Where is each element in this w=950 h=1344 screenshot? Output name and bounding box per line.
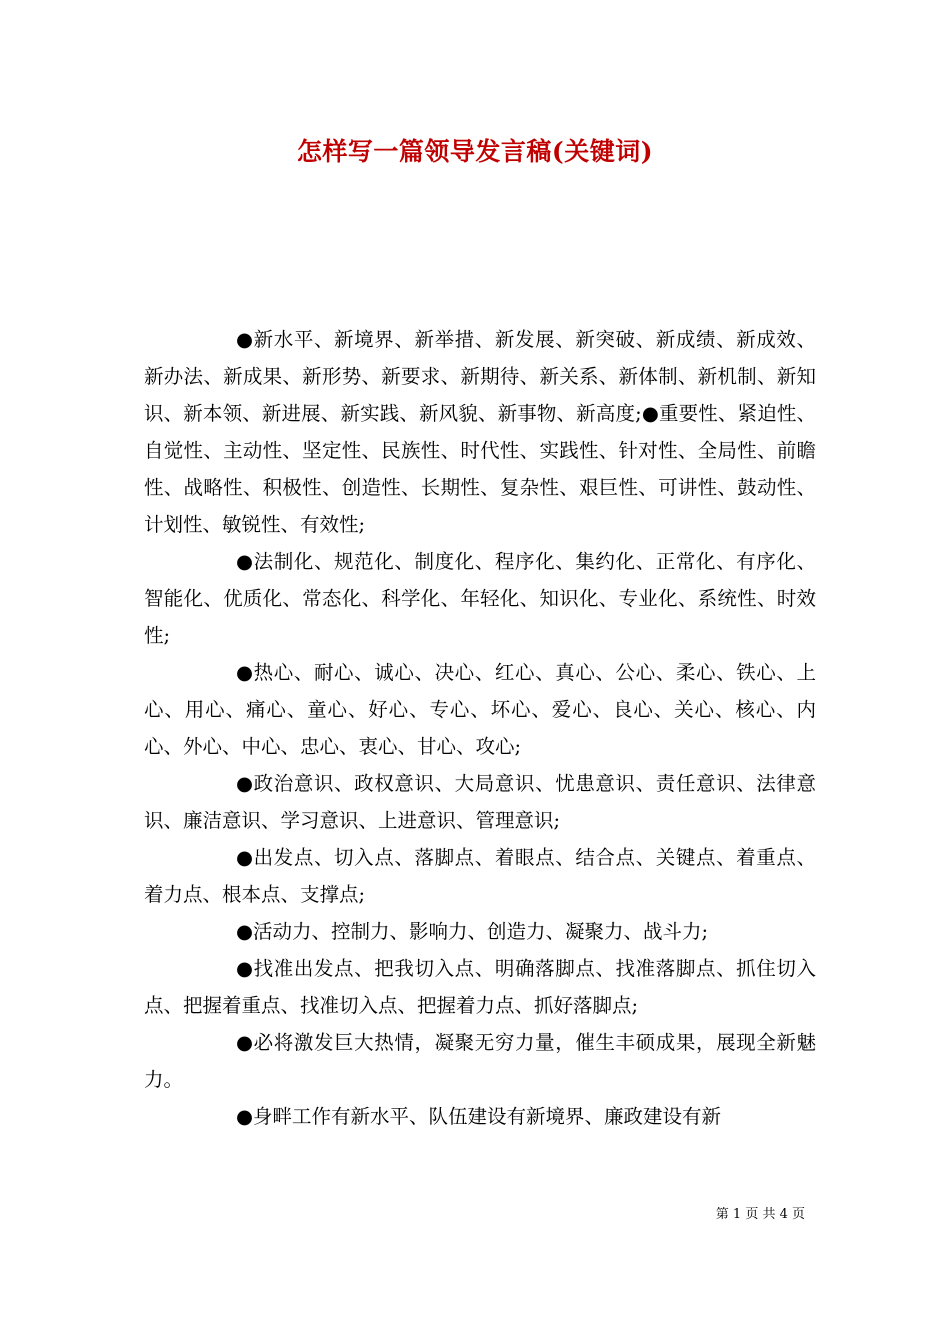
paragraph-keywords-inspire: ●必将激发巨大热情，凝聚无穷力量，催生丰硕成果，展现全新魅力。: [144, 1031, 816, 1091]
paragraph-keywords-awareness: ●政治意识、政权意识、大局意识、忧患意识、责任意识、法律意识、廉洁意识、学习意识、上进意识、管理意识;: [144, 772, 816, 832]
paragraph-keywords-work: ●身畔工作有新水平、队伍建设有新境界、廉政建设有新: [236, 1105, 722, 1128]
paragraph-keywords-grasp-points: ●找准出发点、把我切入点、明确落脚点、找准落脚点、抓住切入点、把握着重点、找准切入点、把握着力点、抓好落脚点;: [144, 957, 816, 1017]
paragraph-keywords-heart: ●热心、耐心、诚心、决心、红心、真心、公心、柔心、铁心、上心、用心、痛心、童心、好心、专心、坏心、爱心、良心、关心、核心、内心、外心、中心、忠心、衷心、甘心、攻心;: [144, 661, 816, 758]
paragraph-keywords-power: ●活动力、控制力、影响力、创造力、凝聚力、战斗力;: [236, 920, 709, 943]
paragraph-keywords-points: ●出发点、切入点、落脚点、着眼点、结合点、关键点、着重点、着力点、根本点、支撑点;: [144, 846, 816, 906]
page-number-footer: 第 1 页 共 4 页: [715, 1207, 805, 1222]
paragraph-keywords-new: ●新水平、新境界、新举措、新发展、新突破、新成绩、新成效、新办法、新成果、新形势、新要求、新期待、新关系、新体制、新机制、新知识、新本领、新进展、新实践、新风貌、新事物、新高度;●重要性、紧迫性、自觉性、主动性、坚定性、民族性、时代性、实践性、针对性、全局性、前瞻性、战略性、积极性、创造性、长期性、复杂性、艰巨性、可讲性、鼓动性、计划性、敏锐性、有效性;: [144, 328, 816, 536]
paragraph-keywords-ization: ●法制化、规范化、制度化、程序化、集约化、正常化、有序化、智能化、优质化、常态化、科学化、年轻化、知识化、专业化、系统性、时效性;: [144, 550, 816, 647]
document-body: [144, 321, 816, 1135]
document-title: 怎样写一篇领导发言稿(关键词): [296, 137, 654, 166]
